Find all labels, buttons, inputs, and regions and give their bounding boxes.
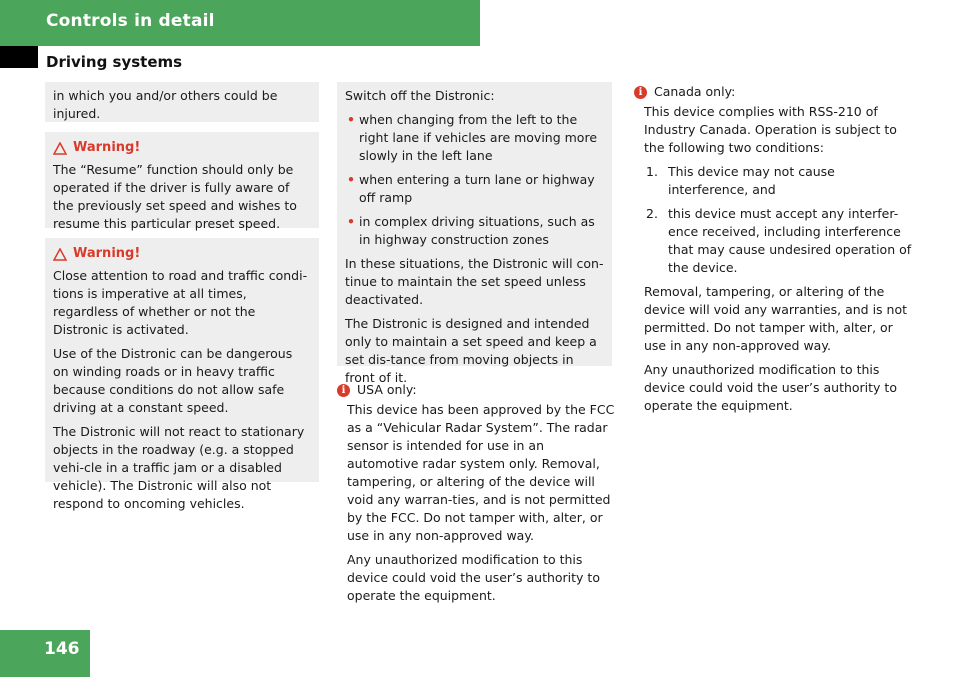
distronic-switch-off-box [337,82,612,385]
info-icon: i [634,86,647,99]
box-lead: Switch off the Distronic: [345,88,495,103]
warning-title: Warning! [73,140,141,155]
note-body [337,401,615,605]
warning-box-resume [45,132,319,231]
canada-note [634,83,912,421]
list-number: 1. [646,164,658,179]
warning-title: Warning! [73,246,141,261]
warning-paragraph: Close attention to road and traffic condi-tions is imperative at all times, regardless of whether or not the Distronic is activated. [53,268,308,337]
chapter-title: Controls in detail [46,11,215,31]
note-paragraph: Any unauthorized modification to this device could void the user’s authority to operate the equipment. [347,552,600,603]
note-paragraph: This device has been approved by the FCC as a “Vehicular Radar System”. The radar sensor is intended for use in an automotive radar system only. Removal, tampering, or altering of the device will void any warran-ties, and is not permitted by the FCC. Do not tamper with, alter, or use in any non-approved way. [347,402,615,543]
section-tab-marker [0,46,38,68]
note-paragraph: Removal, tampering, or altering of the device will void any warranties, and is not permitted. Do not tamper with, alter, or use in any non-approved way. [644,284,907,353]
warning-paragraph: The Distronic will not react to stationary objects in the roadway (e.g. a stopped vehi-cle in a traffic jam or a disabled vehicle). The Distronic will also not respond to oncoming vehicles. [53,424,305,511]
switch-off-list [345,111,604,249]
page-number: 146 [44,639,80,659]
warning-text: The “Resume” function should only be operated if the driver is fully aware of the previously set speed and wishes to resume this particular preset speed. [53,162,297,231]
warning-box-distronic [45,238,319,511]
warning-triangle-icon [53,142,67,155]
note-paragraph: This device complies with RSS-210 of Industry Canada. Operation is subject to the following two conditions: [644,104,897,155]
box-paragraph: In these situations, the Distronic will con-tinue to maintain the set speed unless deactivated. [345,256,604,307]
list-item: • when changing from the left to the right lane if vehicles are moving more slowly in the left lane [345,111,604,165]
section-title: Driving systems [46,53,183,71]
list-item: • in complex driving situations, such as in highway construction zones [345,213,604,249]
list-text: this device must accept any interfer-ence received, including interference that may cause undesired operation of the device. [668,206,912,275]
list-number: 2. [646,206,658,221]
list-item [644,163,912,199]
info-icon: i [337,384,350,397]
list-item [644,205,912,277]
note-heading [337,381,615,399]
warning-heading [53,245,311,263]
note-label: Canada only: [654,84,736,99]
usa-note [337,381,615,611]
list-text: This device may not cause interference, and [668,164,835,197]
note-paragraph: Any unauthorized modification to this device could void the user’s authority to operate the equipment. [644,362,897,413]
intro-text: in which you and/or others could be injured. [53,88,278,121]
box-paragraph: The Distronic is designed and intended only to maintain a set speed and keep a set dis-tance from moving objects in front of it. [345,316,597,385]
list-item: • when entering a turn lane or highway off ramp [345,171,604,207]
warning-triangle-icon [53,248,67,261]
note-body [634,103,912,415]
note-label: USA only: [357,382,417,397]
note-heading [634,83,912,101]
intro-box [45,82,319,122]
warning-paragraph: Use of the Distronic can be dangerous on winding roads or in heavy traffic because conditions do not allow safe driving at a constant speed. [53,346,293,415]
conditions-list [644,163,912,277]
warning-heading [53,139,311,157]
